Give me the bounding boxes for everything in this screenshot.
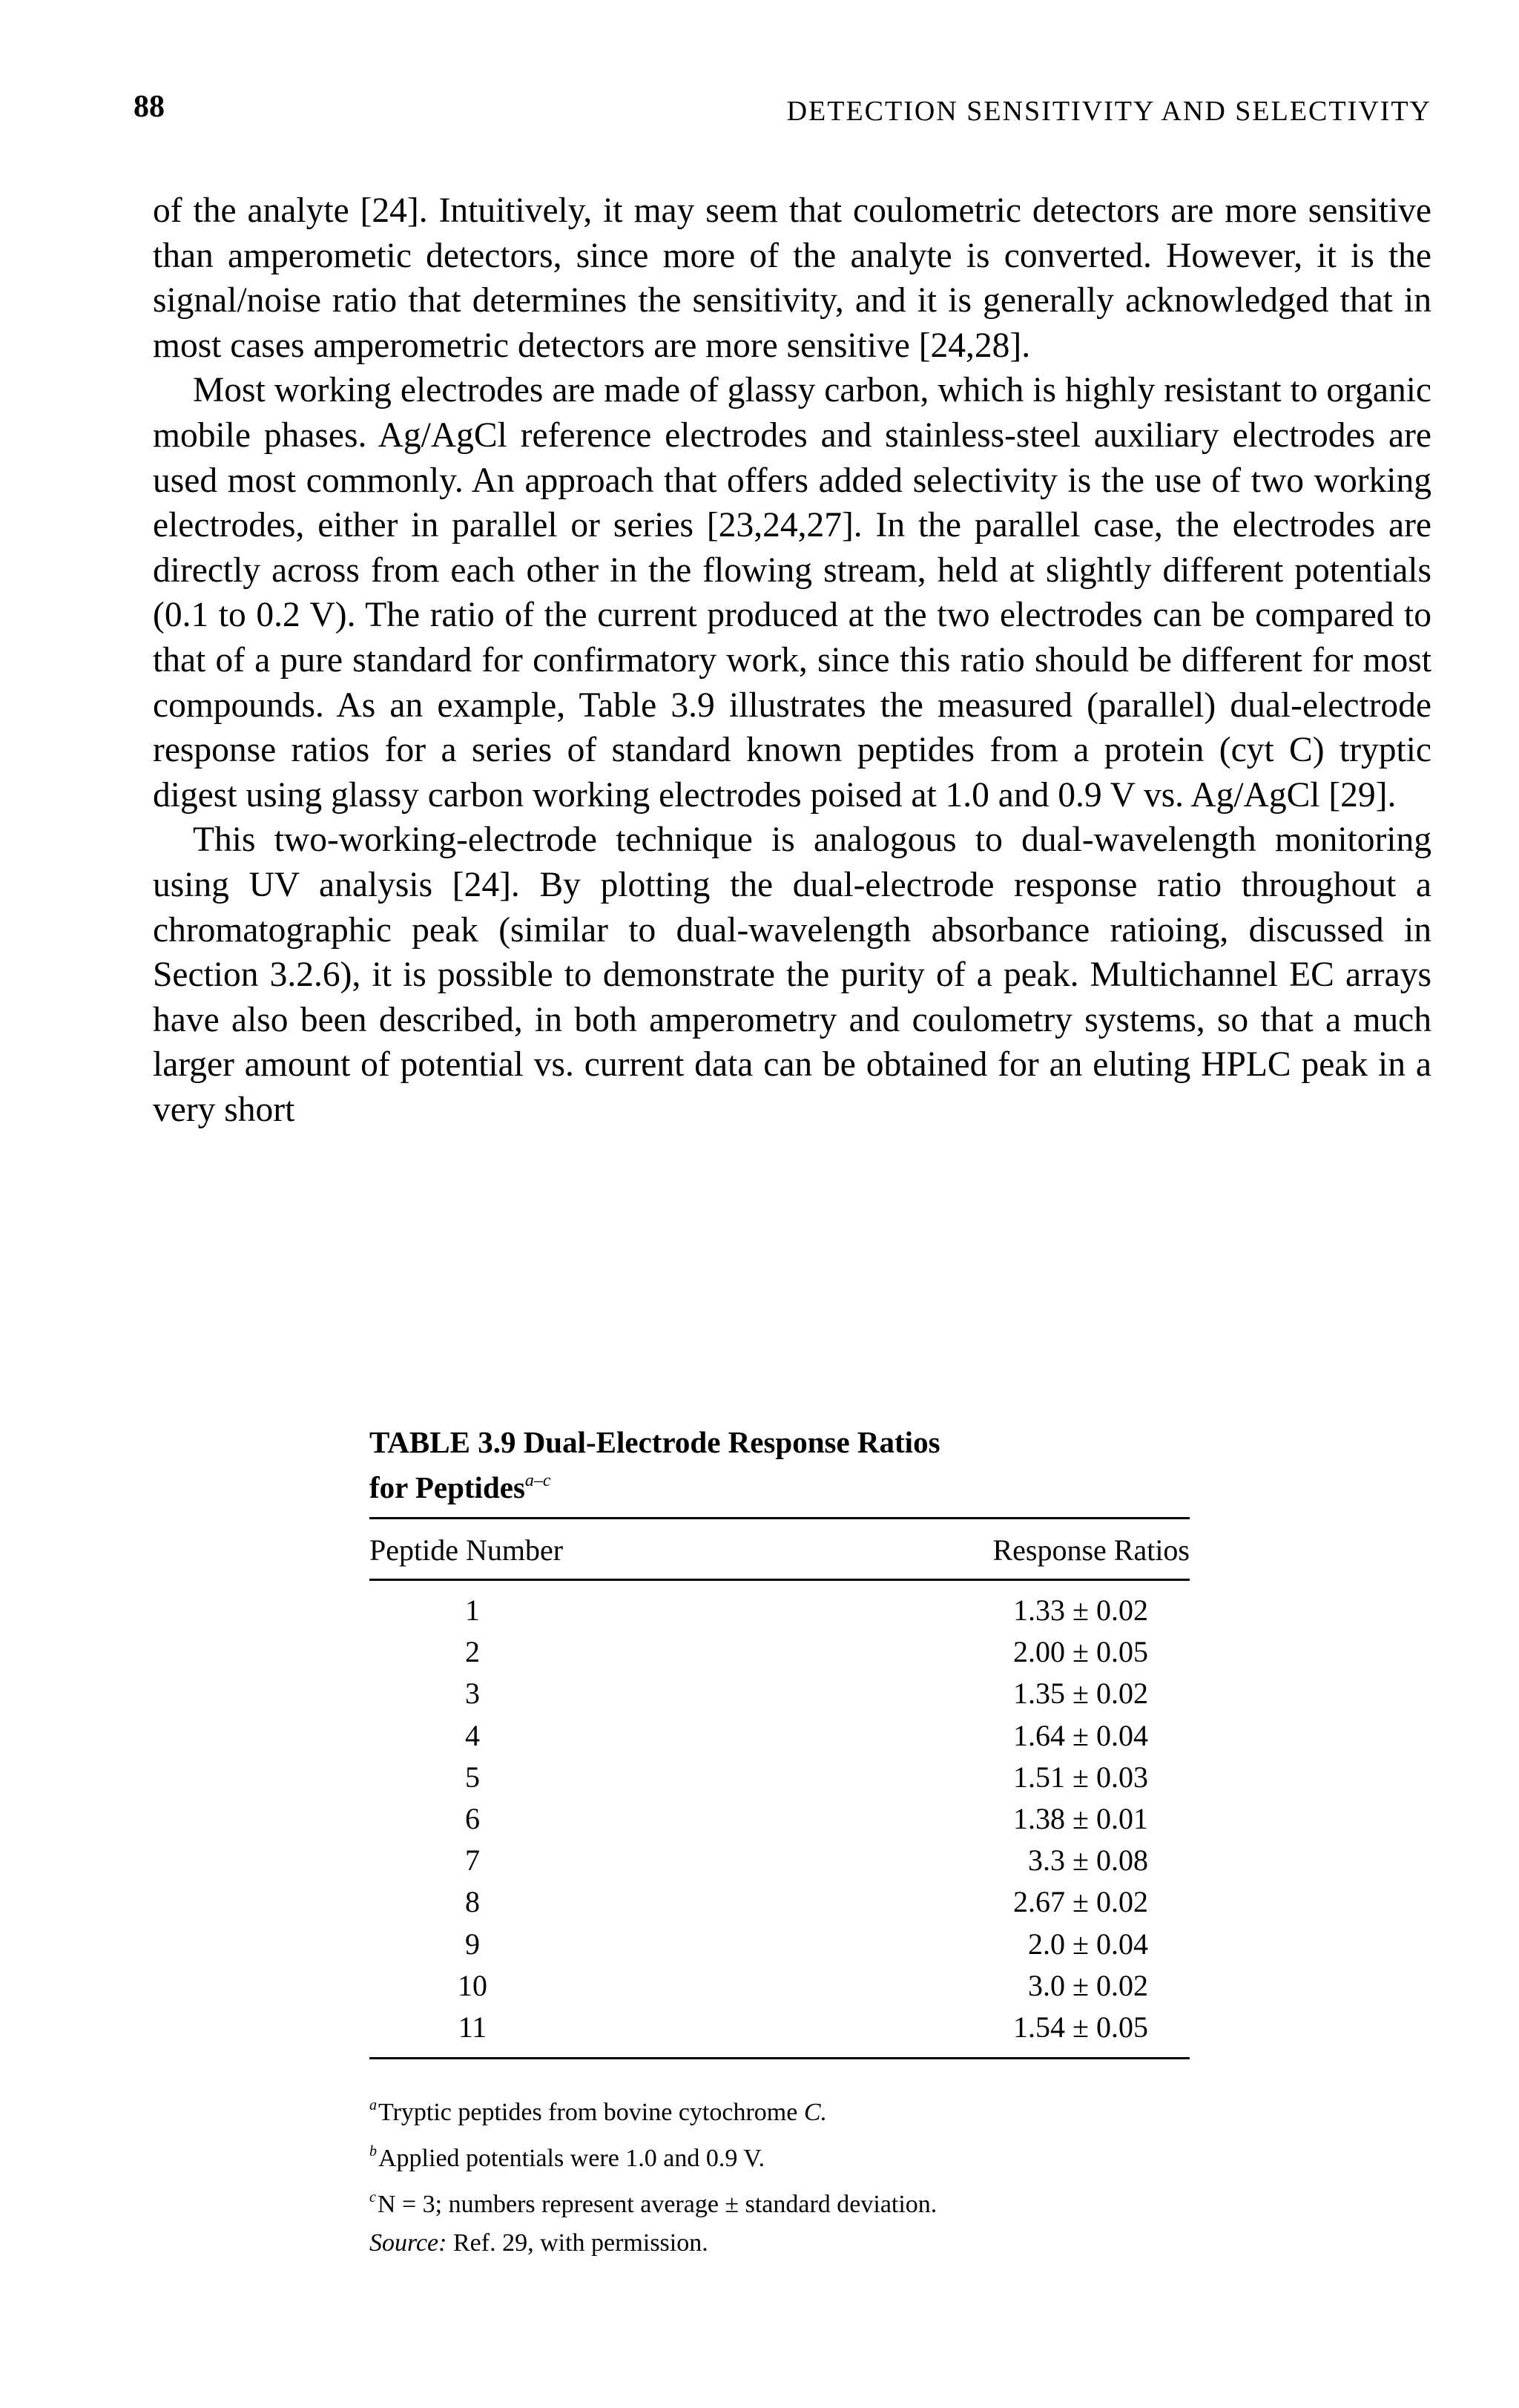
response-ratio: 1.35 ± 0.02	[1013, 1677, 1148, 1711]
response-ratio: 1.54 ± 0.05	[1013, 2010, 1148, 2045]
footnote-a-italic: C.	[803, 2099, 827, 2127]
table-row	[369, 1798, 1190, 1840]
footnote-c-mark: c	[369, 2189, 376, 2206]
footnote-c-text: N = 3; numbers represent average ± standard deviation.	[377, 2191, 938, 2219]
table-row	[369, 1965, 1190, 2007]
response-ratio: 2.0 ± 0.04	[1028, 1927, 1148, 1961]
footnote-b-text: Applied potentials were 1.0 and 0.9 V.	[378, 2145, 765, 2173]
table-source	[369, 2224, 1190, 2263]
peptide-number: 5	[465, 1760, 480, 1794]
footnote-b	[369, 2132, 1190, 2178]
response-ratio: 2.67 ± 0.02	[1013, 1885, 1148, 1919]
table-row	[369, 1757, 1190, 1798]
table-title	[369, 1423, 1190, 1507]
table-title-superscript: a–c	[524, 1471, 551, 1490]
column-header-peptide-number: Peptide Number	[369, 1533, 564, 1567]
paragraph-2: Most working electrodes are made of glassy carbon, which is highly resistant to organic mobile phases. Ag/AgCl reference electrodes and stainless-steel auxiliary electrodes are used most commonly. An approach that offers added selectivity is the use of two working electrodes, either in parallel or series [23,24,27]. In the parallel case, the electrodes are directly across from each other in the flowing stream, held at slightly different potentials (0.1 to 0.2 V). The ratio of the current produced at the two electrodes can be compared to that of a pure standard for confirmatory work, since this ratio should be different for most compounds. As an example, Table 3.9 illustrates the measured (parallel) dual-electrode response ratios for a series of standard known peptides from a protein (cyt C) tryptic digest using glassy carbon working electrodes poised at 1.0 and 0.9 V vs. Ag/AgCl [29].	[153, 371, 1431, 815]
column-header-response-ratios: Response Ratios	[992, 1533, 1190, 1567]
peptide-number: 9	[465, 1927, 480, 1961]
table-3-9	[369, 1423, 1190, 2263]
table-row	[369, 1590, 1190, 1631]
footnote-a-mark: a	[369, 2097, 377, 2114]
peptide-number: 1	[465, 1593, 480, 1627]
peptide-number: 4	[465, 1718, 480, 1752]
running-head: DETECTION SENSITIVITY AND SELECTIVITY	[786, 96, 1431, 127]
peptide-number: 8	[465, 1885, 480, 1919]
table-title-line-2	[369, 1461, 1190, 1507]
footnote-a	[369, 2086, 1190, 2132]
table-row	[369, 1715, 1190, 1757]
peptide-number: 6	[465, 1802, 480, 1836]
table-row	[369, 1881, 1190, 1923]
response-ratio: 3.0 ± 0.02	[1028, 1968, 1148, 2002]
response-ratio: 3.3 ± 0.08	[1028, 1843, 1148, 1878]
table-body	[369, 1581, 1190, 2057]
footnote-a-text: Tryptic peptides from bovine cytochrome	[378, 2099, 804, 2127]
footnote-c	[369, 2178, 1190, 2224]
response-ratio: 1.64 ± 0.04	[1013, 1718, 1148, 1752]
table-row	[369, 1840, 1190, 1881]
response-ratio: 1.38 ± 0.01	[1013, 1802, 1148, 1836]
table-row	[369, 1673, 1190, 1714]
table-footnotes	[369, 2086, 1190, 2263]
source-text: Ref. 29, with permission.	[447, 2229, 708, 2257]
table-row	[369, 1924, 1190, 1965]
peptide-number: 7	[465, 1843, 480, 1878]
table-row	[369, 1631, 1190, 1673]
body-text	[153, 188, 1431, 1132]
table-bottom-rule	[369, 2057, 1190, 2059]
paragraph-1: of the analyte [24]. Intuitively, it may seem that coulometric detectors are more sensitive than amperometic detectors, since more of the analyte is converted. However, it is the signal/noise ratio that determines the sensitivity, and it is generally acknowledged that in most cases amperometric detectors are more sensitive [24,28].	[153, 191, 1431, 365]
table-header-row	[369, 1519, 1190, 1579]
table-title-text: for Peptides	[369, 1470, 525, 1504]
response-ratio: 1.33 ± 0.02	[1013, 1593, 1148, 1627]
response-ratio: 1.51 ± 0.03	[1013, 1760, 1148, 1794]
footnote-b-mark: b	[369, 2143, 377, 2160]
response-ratio: 2.00 ± 0.05	[1013, 1635, 1148, 1669]
peptide-number: 11	[458, 2010, 487, 2045]
table-title-line-1: TABLE 3.9 Dual-Electrode Response Ratios	[369, 1425, 940, 1459]
peptide-number: 10	[458, 1968, 487, 2002]
peptide-number: 3	[465, 1677, 480, 1711]
page-number: 88	[134, 90, 165, 124]
paragraph-3: This two-working-electrode technique is analogous to dual-wavelength monitoring using UV analysis [24]. By plotting the dual-electrode response ratio throughout a chromatographic peak (similar to dual-wavelength absorbance ratioing, discussed in Section 3.2.6), it is possible to demonstrate the purity of a peak. Multichannel EC arrays have also been described, in both amperometry and coulometry systems, so that a much larger amount of potential vs. current data can be obtained for an eluting HPLC peak in a very short	[153, 820, 1431, 1129]
table-row	[369, 2007, 1190, 2048]
source-label: Source:	[369, 2229, 447, 2257]
peptide-number: 2	[465, 1635, 480, 1669]
